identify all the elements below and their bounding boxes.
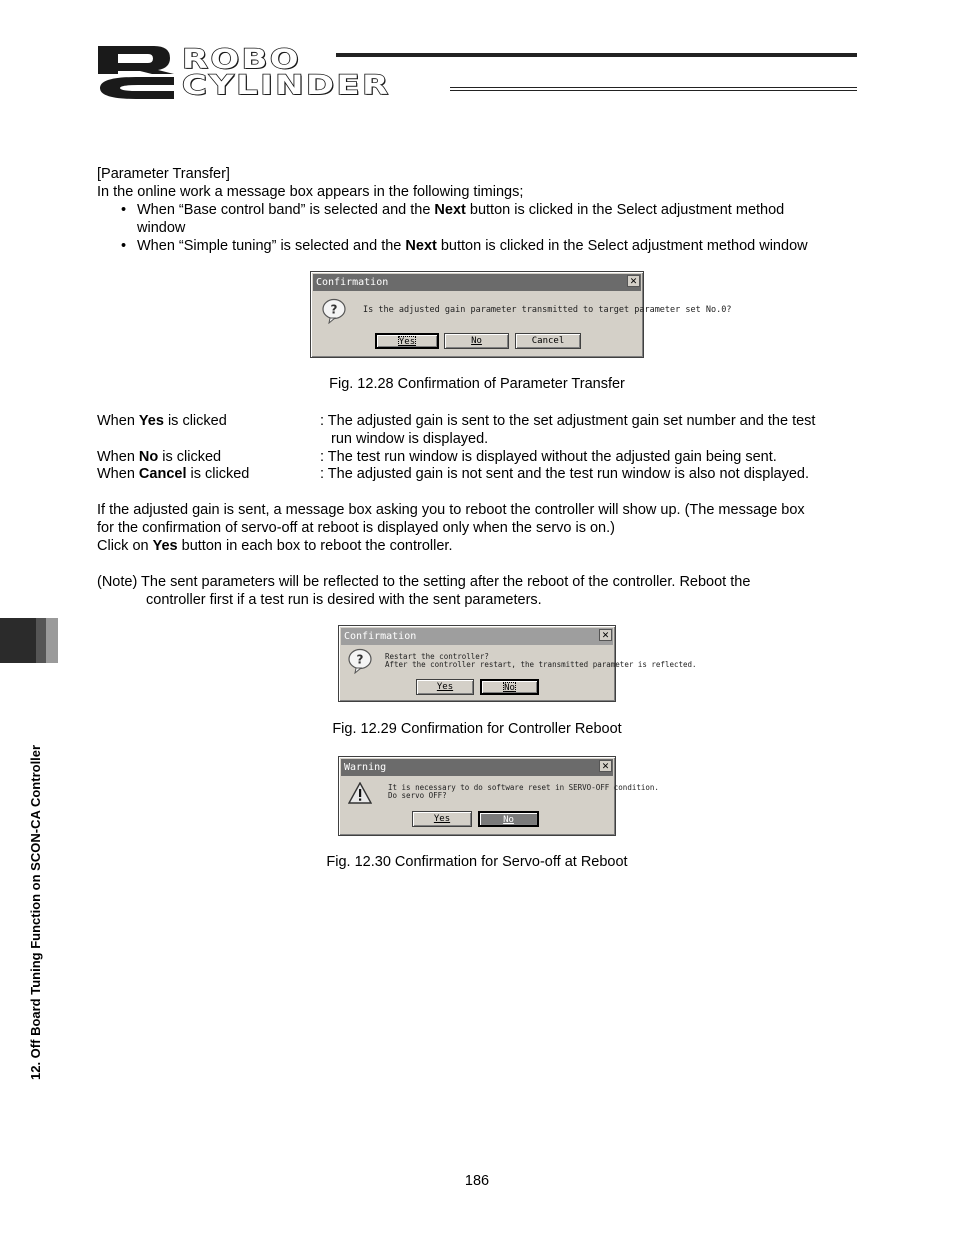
when-cancel-label: When Cancel is clicked [97, 466, 250, 482]
question-icon [347, 648, 373, 674]
dialog-parameter-transfer [310, 271, 732, 358]
when-no-desc: : The test run window is displayed without the adjusted gain being sent. [320, 449, 777, 465]
svg-text:?: ? [330, 302, 338, 317]
close-icon[interactable]: ✕ [627, 275, 640, 287]
dialog-message-line1: Restart the controller? [385, 652, 489, 661]
dialog-title-bar: Confirmation [341, 628, 613, 645]
bullet-dot: • [121, 238, 127, 254]
yes-button[interactable]: Yes [416, 679, 474, 695]
paragraph-line: Click on Yes button in each box to reboot the controller. [97, 538, 453, 554]
chapter-side-label: 12. Off Board Tuning Function on SCON-CA Controller [28, 744, 43, 1080]
header-logo [96, 44, 858, 100]
header-rule-top [336, 53, 857, 57]
bullet-dot: • [121, 202, 127, 218]
figure-caption-12-29: Fig. 12.29 Confirmation for Controller Reboot [332, 721, 622, 737]
dialog-message-line2: Do servo OFF? [388, 791, 447, 800]
warning-icon [348, 782, 372, 804]
rc-logo-mark [96, 44, 176, 100]
when-yes-label: When Yes is clicked [97, 413, 227, 429]
dialog-servo-off-warning [338, 756, 659, 836]
when-yes-desc: : The adjusted gain is sent to the set adjustment gain set number and the test [320, 413, 816, 429]
dialog-message-line1: It is necessary to do software reset in SERVO-OFF condition. [388, 783, 659, 792]
header-rule-bottom [450, 87, 857, 91]
dialog-message: Is the adjusted gain parameter transmitted to target parameter set No.0? [363, 305, 732, 315]
close-icon[interactable]: ✕ [599, 629, 612, 641]
when-no-label: When No is clicked [97, 449, 222, 465]
yes-button[interactable]: Yes [412, 811, 472, 827]
logo-word-robo: ROBO [182, 44, 302, 75]
dialog-controller-reboot [338, 625, 697, 702]
paragraph-line: for the confirmation of servo-off at reboot is displayed only when the servo is on.) [97, 520, 615, 536]
yes-button[interactable]: Yes [375, 333, 439, 349]
figure-caption-12-28: Fig. 12.28 Confirmation of Parameter Transfer [329, 376, 625, 392]
no-button[interactable]: No [480, 679, 539, 695]
no-button[interactable]: No [444, 333, 509, 349]
dialog-message-line2: After the controller restart, the transmitted parameter is reflected. [385, 660, 697, 669]
cancel-button[interactable]: Cancel [515, 333, 581, 349]
logo-word-cylinder: CYLINDER [182, 70, 391, 101]
paragraph-line: If the adjusted gain is sent, a message box asking you to reboot the controller will show up. (The message box [97, 502, 805, 518]
note-line-cont: controller first if a test run is desired with the sent parameters. [146, 592, 542, 608]
intro-line: In the online work a message box appears in the following timings; [97, 184, 524, 200]
when-yes-desc-cont: run window is displayed. [331, 431, 489, 447]
note-line: (Note) The sent parameters will be reflected to the setting after the reboot of the controller. Reboot the [97, 574, 751, 590]
section-title: [Parameter Transfer] [97, 166, 230, 182]
page-number: 186 [464, 1173, 490, 1189]
figure-caption-12-30: Fig. 12.30 Confirmation for Servo-off at Reboot [326, 854, 628, 870]
dialog-title-bar: Warning [341, 759, 613, 776]
svg-text:?: ? [356, 652, 364, 667]
dialog-title-bar: Confirmation [313, 274, 641, 291]
bullet-1-cont: window [137, 220, 186, 236]
question-icon [321, 298, 347, 324]
bullet-1: When “Base control band” is selected and the Next button is clicked in the Select adjustment method [137, 202, 785, 218]
close-icon[interactable]: ✕ [599, 760, 612, 772]
when-cancel-desc: : The adjusted gain is not sent and the test run window is also not displayed. [320, 466, 810, 482]
no-button[interactable]: No [478, 811, 539, 827]
chapter-tab [0, 618, 58, 663]
bullet-2: When “Simple tuning” is selected and the Next button is clicked in the Select adjustment method window [137, 238, 808, 254]
